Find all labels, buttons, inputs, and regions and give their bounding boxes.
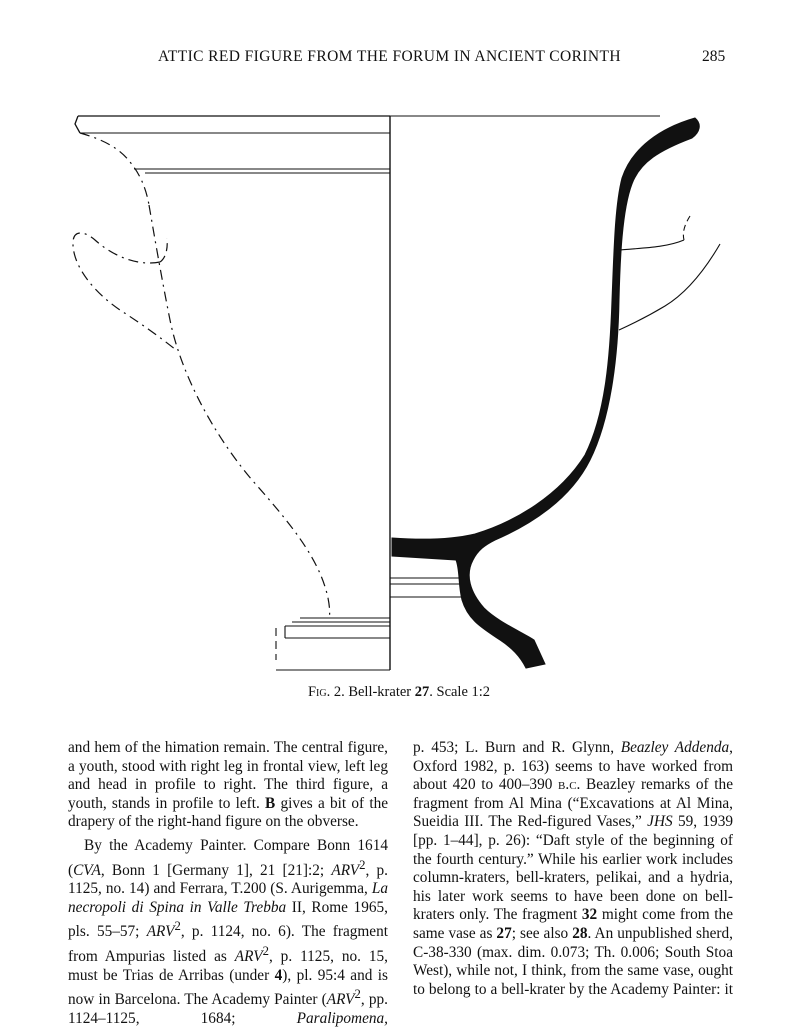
paragraph-continuation (413, 739, 733, 999)
left-text-column (68, 739, 388, 1029)
text-run: , Oxford 1982, p. 163) seems to have worked from about 420 to 400–390 (413, 739, 733, 794)
text-run-bold: 32 (581, 906, 598, 924)
text-run: , p. 1124, no. 6). The fragment from Ampurias listed as (68, 923, 388, 966)
text-run: , p. 1125, no. 15, must be Trias de Arribas (under (68, 948, 389, 984)
text-run: ; see also (511, 924, 573, 942)
text-run-italic: Beazley Addenda (620, 739, 730, 756)
text-run: II, Rome 1965, pls. 55–57; (68, 898, 388, 941)
text-run: By the Academy Painter. Compare Bonn 1614 ( (68, 836, 388, 879)
text-run: , Bonn 1 [Germany 1], 21 [21]:2; (100, 861, 332, 879)
paragraph-academy-painter (68, 837, 388, 1029)
text-run: gives a bit of the drapery of the right-hand figure on the obverse. (68, 794, 389, 831)
text-run-italic: CVA (73, 861, 101, 879)
caption-number: 27 (414, 684, 430, 700)
text-run-italic: Paralipomena, (296, 1010, 388, 1028)
text-run-italic: ARV (234, 948, 263, 966)
side-b-label: B (265, 794, 276, 812)
text-run-italic: ARV (326, 991, 355, 1009)
superscript: 2 (359, 857, 366, 872)
text-run-italic: JHS (647, 813, 673, 831)
right-text-column (413, 739, 733, 999)
paragraph-himation (68, 739, 388, 832)
text-run: 59, 1939 [pp. 1–44], p. 26): “Daft style of the beginning of the fourth century.” While his earlier work includes column-kraters, bell-kraters, pelikai, and a hydria, his later work seems to have been done on bell-kraters only. The fragment (413, 813, 733, 924)
text-run-italic: La necropoli di Spina in Valle Trebba (68, 880, 388, 916)
text-run: ), pl. 95:4 and is now in Barcelona. The Academy Painter ( (68, 966, 388, 1009)
text-run-bold: 4 (274, 966, 283, 984)
running-head: ATTIC RED FIGURE FROM THE FORUM IN ANCIENT CORINTH (158, 48, 621, 65)
section-profile (390, 116, 720, 668)
superscript: 2 (262, 944, 269, 959)
caption-prefix: Fig (307, 684, 327, 700)
text-run: Beazley remarks of the fragment from Al Mina (“Excavations at Al Mina, Sueidia III. The Red-figured Vases,” (413, 776, 733, 831)
text-run: p. 453; L. Burn and R. Glynn, (413, 739, 621, 756)
caption-mid: . 2. Bell-krater (326, 684, 415, 700)
exterior-elevation (73, 116, 390, 670)
text-run-bold: 27 (496, 924, 512, 942)
text-run-smallcaps: b.c. (558, 776, 581, 794)
text-run: and hem of the himation remain. The central figure, a youth, stood with right leg in frontal view, left leg and head in profile to right. The third figure, a youth, stands in profile to left. (68, 739, 388, 812)
text-run-italic: ARV (146, 923, 175, 941)
figure-caption (0, 684, 798, 701)
text-run: might come from the same vase as (413, 906, 733, 942)
text-run: , pp. 1124–1125, 1684; (68, 991, 388, 1028)
text-run-bold: 28 (572, 924, 588, 942)
text-run: . An unpublished sherd, C-38-330 (max. dim. 0.073; Th. 0.006; South Stoa West), while not, I think, from the same vase, ought to belong to a bell-krater by the Academy Painter: it (413, 924, 733, 998)
superscript: 2 (174, 919, 181, 934)
text-run: , p. 1125, no. 14) and Ferrara, T.200 (S. Aurigemma, (68, 861, 388, 898)
text-run-italic: ARV (331, 861, 360, 879)
caption-suffix: . Scale 1:2 (429, 684, 491, 700)
page-number: 285 (702, 48, 726, 65)
superscript: 2 (354, 987, 361, 1002)
